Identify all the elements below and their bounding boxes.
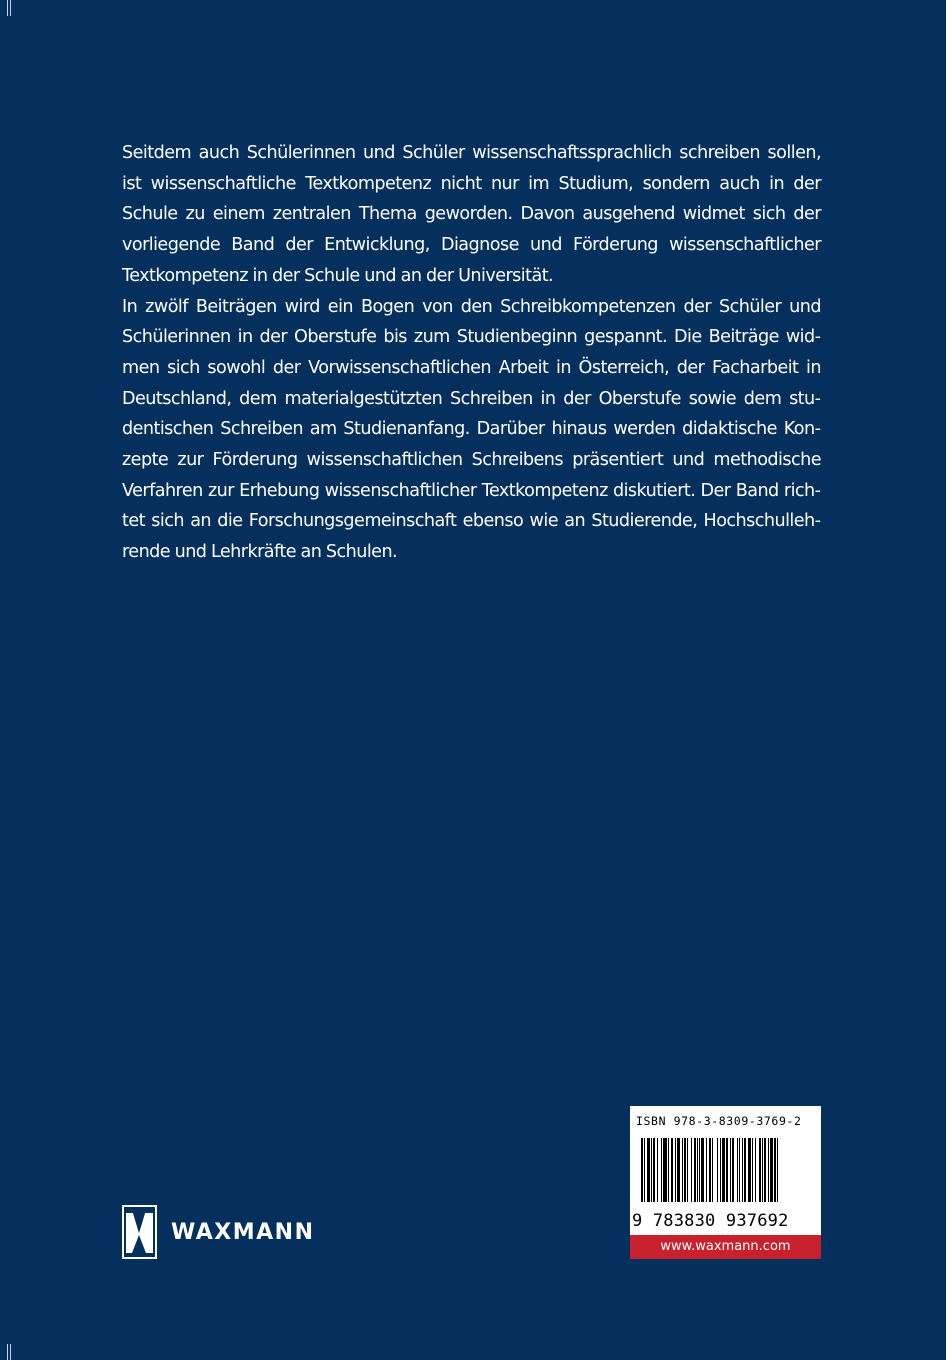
blurb-paragraph-1: Seitdem auch Schülerinnen und Schüler wissenschaftssprachlich schreiben sollen, ist wissenschaftliche Textkompetenz nicht nur im Studium, sondern auch in der Schule zu einem zentralen Thema geworden. Davon ausgehend widmet sich der vorliegende Band der Entwicklung, Diagnose und Förderung wissenschaftlicher Textkompetenz in der Schule und an der Universität. — [122, 143, 821, 286]
barcode-digits: 9 783830 937692 — [632, 1202, 819, 1240]
back-cover-blurb — [122, 138, 821, 568]
crop-mark-bottom-left — [7, 1344, 8, 1360]
publisher-logo — [122, 1205, 315, 1259]
isbn-label: ISBN 978-3-8309-3769-2 — [636, 1114, 802, 1128]
publisher-name: WAXMANN — [171, 1219, 315, 1245]
isbn-barcode-box — [630, 1106, 821, 1259]
publisher-url: www.waxmann.com — [630, 1235, 821, 1259]
crop-mark-top-left — [7, 0, 8, 16]
crop-mark-bottom-left-inner — [10, 1344, 11, 1360]
waxmann-w-logo-icon — [122, 1205, 157, 1259]
crop-mark-top-left-inner — [10, 0, 11, 16]
blurb-paragraph-2: In zwölf Beiträgen wird ein Bogen von den Schreibkompetenzen der Schüler und Schülerinnen in der Oberstufe bis zum Studienbeginn gespannt. Die Beiträge widmen sich sowohl der Vorwissenschaftlichen Arbeit in Österreich, der Facharbeit in Deutschland, dem materialgestützten Schreiben in der Oberstufe sowie dem studentischen Schreiben am Studienanfang. Darüber hinaus werden didaktische Konzepte zur Förderung wissenschaftlichen Schreibens präsentiert und methodische Verfahren zur Erhebung wissenschaftlicher Textkompetenz diskutiert. Der Band richtet sich an die Forschungsgemeinschaft ebenso wie an Studierende, Hochschullehrende und Lehrkräfte an Schulen. — [122, 296, 821, 563]
